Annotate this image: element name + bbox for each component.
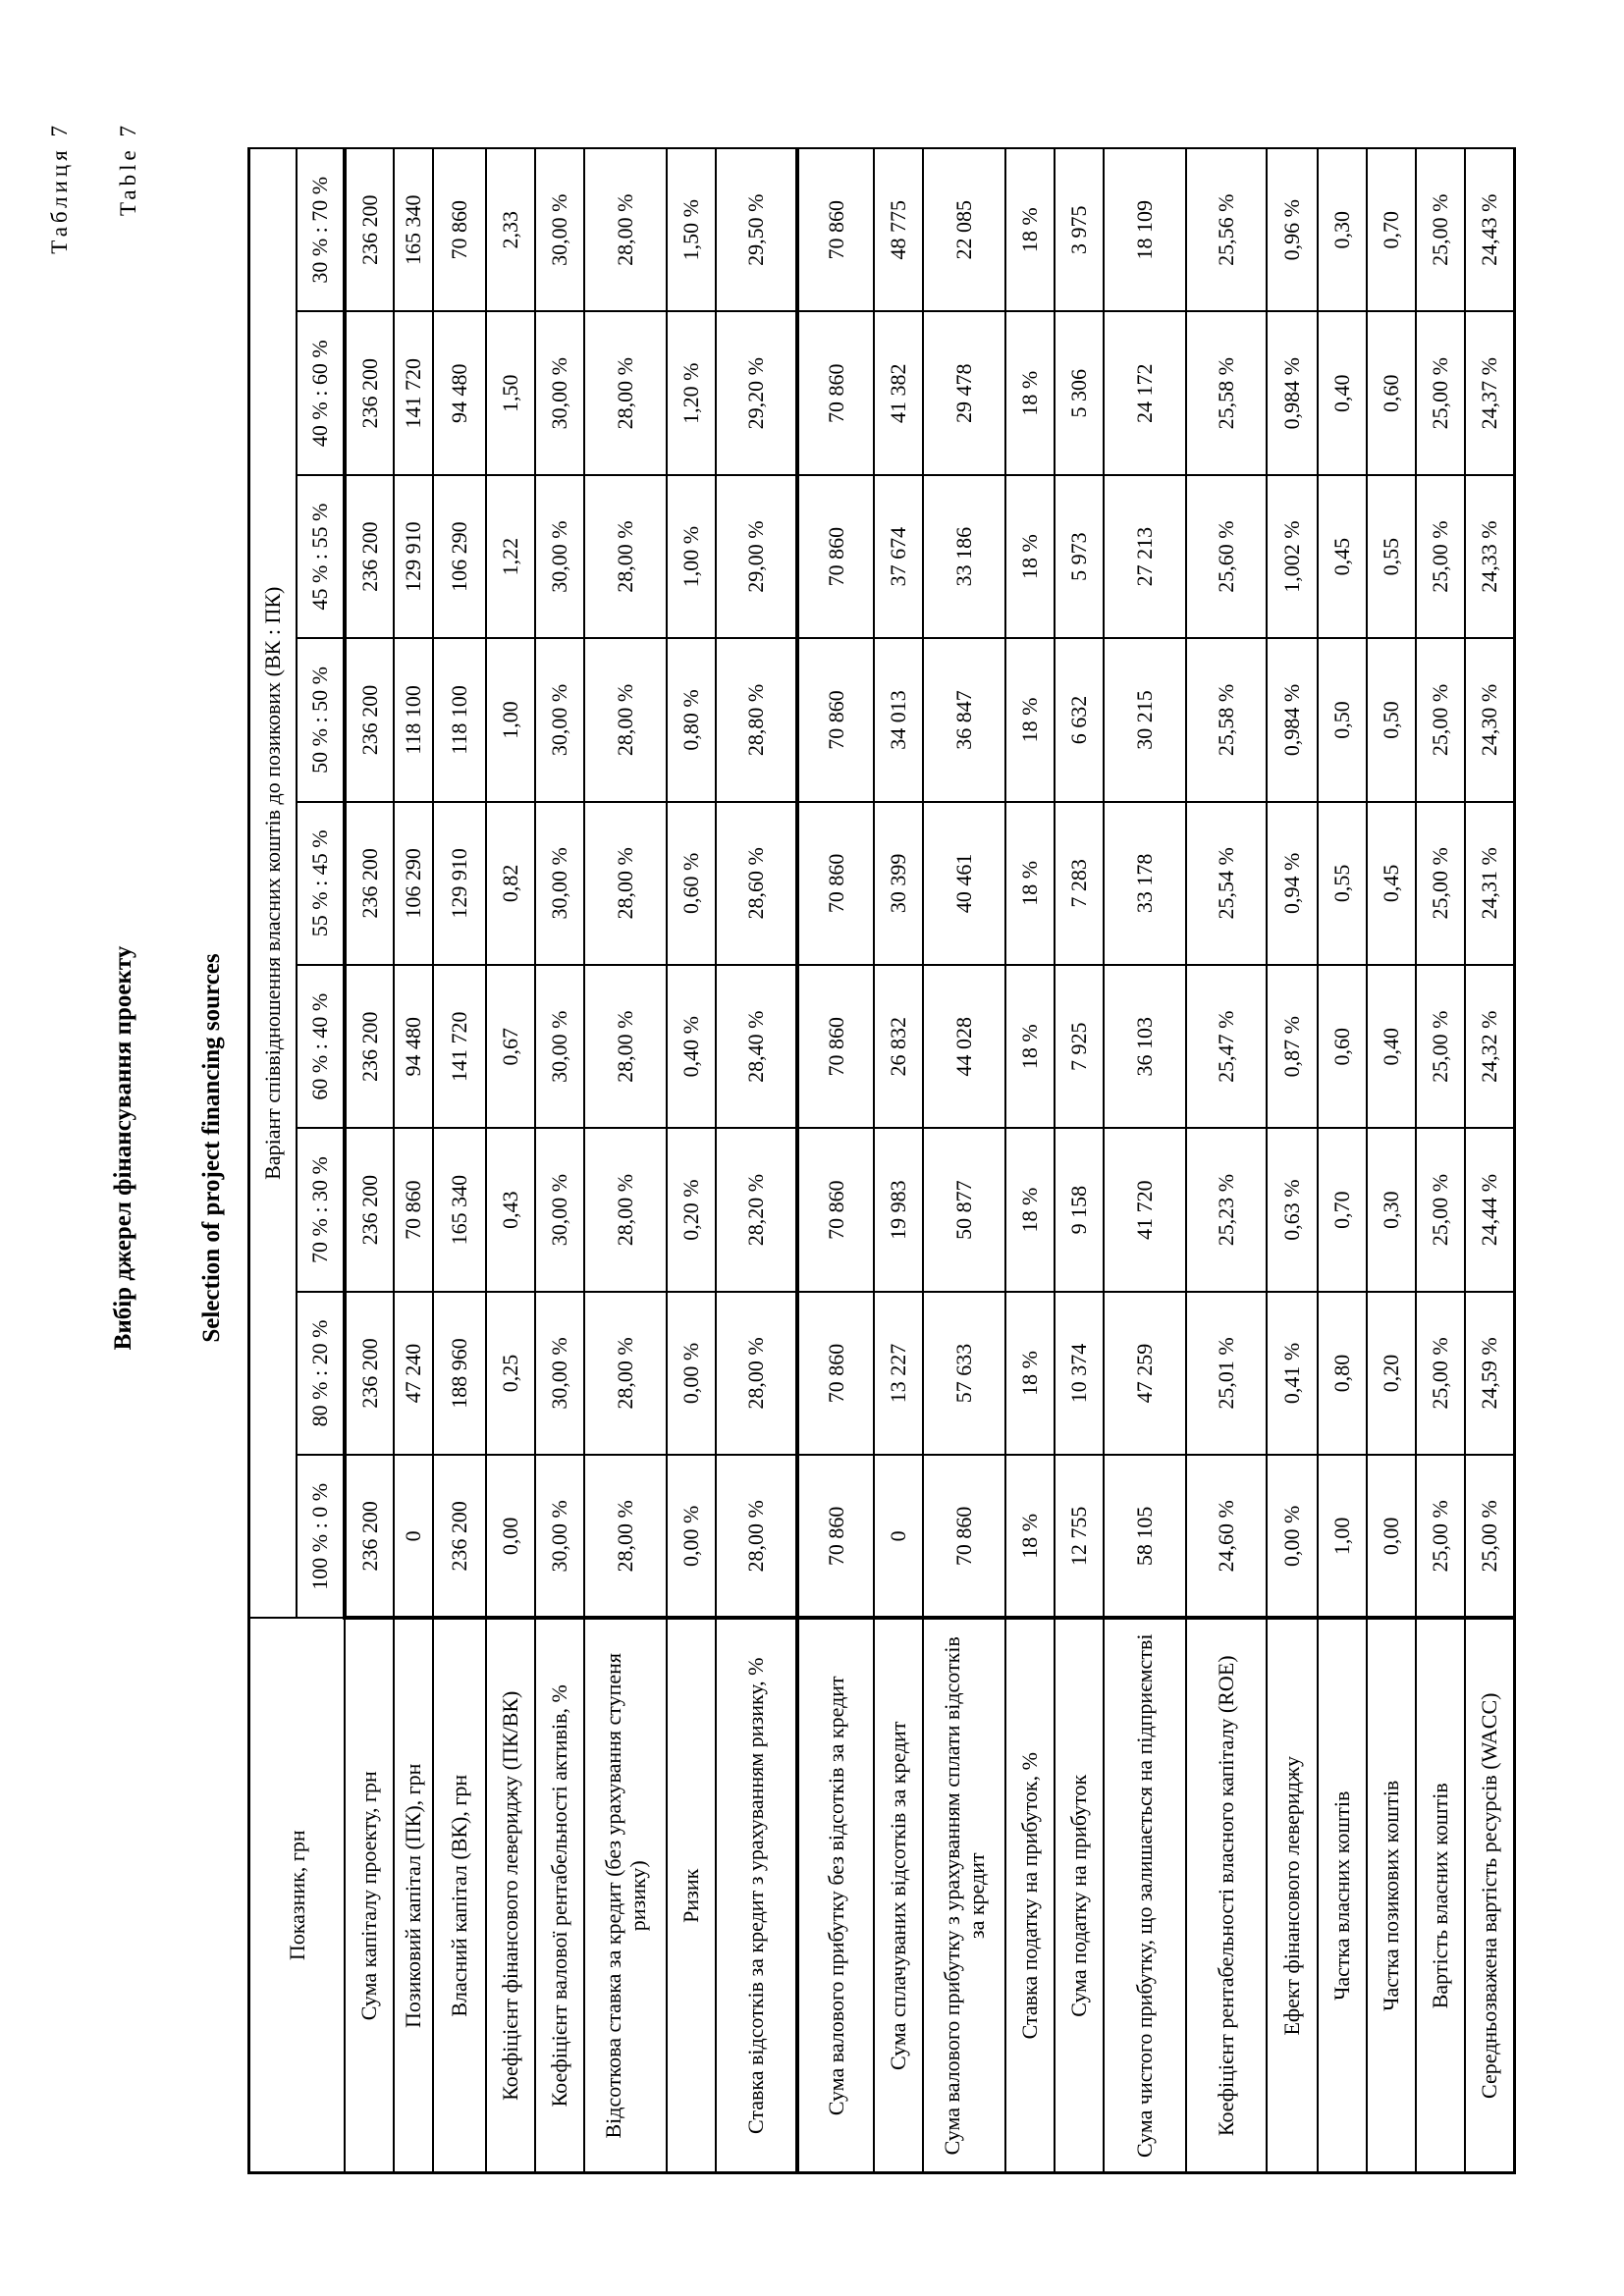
table-cell: 5 973 [1055, 475, 1104, 638]
table-cell: 0,00 % [667, 1292, 716, 1455]
table-cell: 28,00 % [584, 802, 667, 965]
table-cell: 1,00 [1318, 1455, 1367, 1618]
table-cell: 24,32 % [1465, 965, 1514, 1128]
table-cell: 0,70 [1318, 1128, 1367, 1291]
table-cell: 28,00 % [584, 1455, 667, 1618]
table-cell: 0,60 [1367, 312, 1416, 475]
table-cell: 188 960 [433, 1292, 486, 1455]
table-cell: 29 478 [923, 312, 1005, 475]
table-cell: 236 200 [345, 312, 394, 475]
table-cell: 34 013 [874, 638, 923, 801]
table-cell: 25,23 % [1186, 1128, 1267, 1291]
table-cell: 25,00 % [1416, 1455, 1465, 1618]
table-cell: 0,40 % [667, 965, 716, 1128]
table-cell: 0,96 % [1267, 148, 1318, 312]
table-cell: 47 240 [394, 1292, 433, 1455]
table-row [1465, 148, 1514, 2173]
table-cell: 70 860 [394, 1128, 433, 1291]
table-cell: 5 306 [1055, 312, 1104, 475]
table-cell: 24,43 % [1465, 148, 1514, 312]
table-cell: 94 480 [433, 312, 486, 475]
table-cell: 236 200 [433, 1455, 486, 1618]
table-cell: 0,63 % [1267, 1128, 1318, 1291]
table-cell: 0,50 [1367, 638, 1416, 801]
table-cell: 0,00 % [1267, 1455, 1318, 1618]
table-cell: 28,20 % [716, 1128, 797, 1291]
table-cell: 30 215 [1104, 638, 1186, 801]
table-cell: 165 340 [433, 1128, 486, 1291]
table-cell: 129 910 [433, 802, 486, 965]
table-row [1367, 148, 1416, 2173]
table-cell: 41 382 [874, 312, 923, 475]
table-cell: 29,20 % [716, 312, 797, 475]
table-cell: 0,30 [1367, 1128, 1416, 1291]
table-cell: 37 674 [874, 475, 923, 638]
row-label: Сума валового прибутку з урахуванням сплати відсотків за кредит [923, 1619, 1005, 2173]
table-cell: 70 860 [797, 638, 874, 801]
ratio-column-header: 70 % : 30 % [297, 1128, 345, 1291]
table-cell: 106 290 [433, 475, 486, 638]
table-cell: 0,70 [1367, 148, 1416, 312]
table-cell: 30,00 % [535, 148, 584, 312]
table-row [584, 148, 667, 2173]
table-cell: 0,25 [486, 1292, 535, 1455]
table-row [1186, 148, 1267, 2173]
table-cell: 94 480 [394, 965, 433, 1128]
table-cell: 0,45 [1318, 475, 1367, 638]
table-cell: 0,20 % [667, 1128, 716, 1291]
table-cell: 129 910 [394, 475, 433, 638]
table-row [716, 148, 797, 2173]
table-cell: 106 290 [394, 802, 433, 965]
table-caption-uk: Таблиця 7 [47, 122, 72, 254]
table-row [1267, 148, 1318, 2173]
table-cell: 44 028 [923, 965, 1005, 1128]
table-cell: 28,00 % [584, 475, 667, 638]
table-cell: 70 860 [923, 1455, 1005, 1618]
table-cell: 25,00 % [1416, 802, 1465, 965]
table-cell: 24,60 % [1186, 1455, 1267, 1618]
table-cell: 0,984 % [1267, 312, 1318, 475]
table-row [923, 148, 1005, 2173]
table-cell: 141 720 [433, 965, 486, 1128]
row-label: Частка власних коштів [1318, 1619, 1367, 2173]
financing-table [247, 147, 1516, 2174]
ratio-column-header: 60 % : 40 % [297, 965, 345, 1128]
row-label: Сума валового прибутку без відсотків за кредит [797, 1619, 874, 2173]
table-cell: 25,47 % [1186, 965, 1267, 1128]
ratio-column-header: 50 % : 50 % [297, 638, 345, 801]
row-label: Коефіцієнт рентабельності власного капіталу (ROE) [1186, 1619, 1267, 2173]
table-cell: 0,50 [1318, 638, 1367, 801]
table-title-uk: Вибір джерел фінансування проекту [110, 945, 136, 1351]
table-row [667, 148, 716, 2173]
table-cell: 48 775 [874, 148, 923, 312]
table-cell: 13 227 [874, 1292, 923, 1455]
table-cell: 0 [874, 1455, 923, 1618]
row-label: Власний капітал (ВК), грн [433, 1619, 486, 2173]
table-cell: 18 % [1005, 965, 1055, 1128]
table-cell: 0,00 [486, 1455, 535, 1618]
table-cell: 27 213 [1104, 475, 1186, 638]
ratio-column-header: 100 % : 0 % [297, 1455, 345, 1618]
table-cell: 24,37 % [1465, 312, 1514, 475]
table-row [874, 148, 923, 2173]
table-cell: 18 % [1005, 475, 1055, 638]
table-cell: 33 178 [1104, 802, 1186, 965]
table-cell: 9 158 [1055, 1128, 1104, 1291]
table-cell: 0,60 % [667, 802, 716, 965]
table-cell: 36 847 [923, 638, 1005, 801]
table-cell: 25,00 % [1416, 965, 1465, 1128]
label-column-header: Показник, грн [249, 1619, 346, 2173]
table-cell: 33 186 [923, 475, 1005, 638]
row-label: Ефект фінансового левериджу [1267, 1619, 1318, 2173]
table-cell: 29,00 % [716, 475, 797, 638]
table-cell: 30,00 % [535, 638, 584, 801]
table-cell: 25,00 % [1465, 1455, 1514, 1618]
table-row [1318, 148, 1367, 2173]
table-cell: 70 860 [797, 1455, 874, 1618]
table-cell: 12 755 [1055, 1455, 1104, 1618]
table-cell: 18 % [1005, 312, 1055, 475]
ratio-column-header: 40 % : 60 % [297, 312, 345, 475]
table-cell: 18 % [1005, 802, 1055, 965]
table-cell: 40 461 [923, 802, 1005, 965]
table-row [433, 148, 486, 2173]
table-cell: 29,50 % [716, 148, 797, 312]
table-cell: 24,33 % [1465, 475, 1514, 638]
table-cell: 25,56 % [1186, 148, 1267, 312]
table-cell: 236 200 [345, 475, 394, 638]
table-row [797, 148, 874, 2173]
table-cell: 0,984 % [1267, 638, 1318, 801]
table-cell: 30 399 [874, 802, 923, 965]
table-cell: 26 832 [874, 965, 923, 1128]
table-cell: 1,20 % [667, 312, 716, 475]
table-cell: 1,22 [486, 475, 535, 638]
table-title-en: Selection of project financing sources [198, 953, 225, 1343]
table-cell: 28,00 % [716, 1455, 797, 1618]
table-cell: 24,30 % [1465, 638, 1514, 801]
table-cell: 25,00 % [1416, 638, 1465, 801]
ratio-column-header: 30 % : 70 % [297, 148, 345, 312]
table-row [345, 148, 394, 2173]
table-cell: 236 200 [345, 1455, 394, 1618]
table-cell: 1,50 [486, 312, 535, 475]
table-cell: 0,82 [486, 802, 535, 965]
table-cell: 41 720 [1104, 1128, 1186, 1291]
table-cell: 1,50 % [667, 148, 716, 312]
table-row [1104, 148, 1186, 2173]
table-cell: 28,60 % [716, 802, 797, 965]
table-caption-en: Table 7 [116, 122, 140, 217]
table-cell: 25,00 % [1416, 475, 1465, 638]
table-cell: 0,80 [1318, 1292, 1367, 1455]
table-cell: 236 200 [345, 965, 394, 1128]
table-cell: 25,00 % [1416, 148, 1465, 312]
table-cell: 0,55 [1367, 475, 1416, 638]
table-cell: 30,00 % [535, 475, 584, 638]
ratio-group-header: Варіант співвідношення власних коштів до позикових (ВК : ПК) [249, 148, 298, 1619]
table-row [1416, 148, 1465, 2173]
table-cell: 28,80 % [716, 638, 797, 801]
table-cell: 30,00 % [535, 1292, 584, 1455]
table-cell: 28,00 % [584, 638, 667, 801]
table-cell: 19 983 [874, 1128, 923, 1291]
table-cell: 24,59 % [1465, 1292, 1514, 1455]
table-cell: 0,40 [1367, 965, 1416, 1128]
table-cell: 18 % [1005, 1455, 1055, 1618]
row-label: Ризик [667, 1619, 716, 2173]
table-cell: 7 925 [1055, 965, 1104, 1128]
table-cell: 25,00 % [1416, 1292, 1465, 1455]
table-cell: 18 % [1005, 1128, 1055, 1291]
table-cell: 28,00 % [584, 965, 667, 1128]
ratio-column-header: 80 % : 20 % [297, 1292, 345, 1455]
table-row [486, 148, 535, 2173]
table-cell: 0,80 % [667, 638, 716, 801]
table-cell: 25,54 % [1186, 802, 1267, 965]
row-label: Сума сплачуваних відсотків за кредит [874, 1619, 923, 2173]
table-cell: 28,00 % [584, 1128, 667, 1291]
table-cell: 30,00 % [535, 802, 584, 965]
table-cell: 24 172 [1104, 312, 1186, 475]
row-label: Вартість власних коштів [1416, 1619, 1465, 2173]
table-cell: 0,30 [1318, 148, 1367, 312]
header-row-group [249, 148, 298, 2173]
table-cell: 25,00 % [1416, 312, 1465, 475]
table-cell: 236 200 [345, 1292, 394, 1455]
table-cell: 30,00 % [535, 965, 584, 1128]
row-label: Коефіцієнт фінансового левериджу (ПК/ВК) [486, 1619, 535, 2173]
table-cell: 0,43 [486, 1128, 535, 1291]
table-cell: 6 632 [1055, 638, 1104, 801]
table-cell: 118 100 [394, 638, 433, 801]
table-cell: 0,94 % [1267, 802, 1318, 965]
table-cell: 58 105 [1104, 1455, 1186, 1618]
table-cell: 30,00 % [535, 312, 584, 475]
table-cell: 118 100 [433, 638, 486, 801]
table-cell: 30,00 % [535, 1455, 584, 1618]
table-cell: 0,45 [1367, 802, 1416, 965]
row-label: Ставка податку на прибуток, % [1005, 1619, 1055, 2173]
row-label: Сума чистого прибутку, що залишається на підприємстві [1104, 1619, 1186, 2173]
row-label: Відсоткова ставка за кредит (без урахування ступеня ризику) [584, 1619, 667, 2173]
table-cell: 165 340 [394, 148, 433, 312]
table-cell: 18 % [1005, 148, 1055, 312]
table-row [1005, 148, 1055, 2173]
table-cell: 7 283 [1055, 802, 1104, 965]
row-label: Частка позикових коштів [1367, 1619, 1416, 2173]
table-cell: 70 860 [797, 312, 874, 475]
table-cell: 70 860 [797, 965, 874, 1128]
table-cell: 0,55 [1318, 802, 1367, 965]
table-cell: 70 860 [797, 475, 874, 638]
row-label: Сума капіталу проекту, грн [345, 1619, 394, 2173]
table-cell: 24,31 % [1465, 802, 1514, 965]
table-cell: 236 200 [345, 1128, 394, 1291]
table-cell: 1,00 % [667, 475, 716, 638]
table-cell: 28,00 % [584, 312, 667, 475]
table-cell: 28,40 % [716, 965, 797, 1128]
table-cell: 0,40 [1318, 312, 1367, 475]
ratio-column-header: 45 % : 55 % [297, 475, 345, 638]
table-cell: 10 374 [1055, 1292, 1104, 1455]
table-cell: 70 860 [797, 1292, 874, 1455]
table-cell: 70 860 [797, 148, 874, 312]
table-row [394, 148, 433, 2173]
table-cell: 1,00 [486, 638, 535, 801]
table-cell: 22 085 [923, 148, 1005, 312]
table-cell: 18 109 [1104, 148, 1186, 312]
table-cell: 25,00 % [1416, 1128, 1465, 1291]
table-cell: 28,00 % [584, 1292, 667, 1455]
table-cell: 25,60 % [1186, 475, 1267, 638]
table-cell: 0,00 [1367, 1455, 1416, 1618]
table-cell: 28,00 % [716, 1292, 797, 1455]
table-cell: 0,60 [1318, 965, 1367, 1128]
table-cell: 141 720 [394, 312, 433, 475]
table-cell: 25,58 % [1186, 638, 1267, 801]
ratio-column-header: 55 % : 45 % [297, 802, 345, 965]
table-cell: 3 975 [1055, 148, 1104, 312]
table-cell: 0,20 [1367, 1292, 1416, 1455]
table-cell: 2,33 [486, 148, 535, 312]
table-cell: 1,002 % [1267, 475, 1318, 638]
table-cell: 70 860 [433, 148, 486, 312]
table-cell: 28,00 % [584, 148, 667, 312]
table-cell: 30,00 % [535, 1128, 584, 1291]
row-label: Середньозважена вартість ресурсів (WACC) [1465, 1619, 1514, 2173]
table-cell: 25,58 % [1186, 312, 1267, 475]
table-row [535, 148, 584, 2173]
table-cell: 70 860 [797, 802, 874, 965]
table-cell: 25,01 % [1186, 1292, 1267, 1455]
table-cell: 18 % [1005, 638, 1055, 801]
table-cell: 18 % [1005, 1292, 1055, 1455]
table-cell: 0,41 % [1267, 1292, 1318, 1455]
table-row [1055, 148, 1104, 2173]
table-cell: 0 [394, 1455, 433, 1618]
table-cell: 50 877 [923, 1128, 1005, 1291]
row-label: Сума податку на прибуток [1055, 1619, 1104, 2173]
table-cell: 24,44 % [1465, 1128, 1514, 1291]
table-cell: 0,87 % [1267, 965, 1318, 1128]
table-cell: 70 860 [797, 1128, 874, 1291]
table-cell: 47 259 [1104, 1292, 1186, 1455]
table-cell: 236 200 [345, 638, 394, 801]
table-cell: 236 200 [345, 148, 394, 312]
row-label: Ставка відсотків за кредит з урахуванням ризику, % [716, 1619, 797, 2173]
row-label: Коефіцієнт валової рентабельності активів, % [535, 1619, 584, 2173]
table-cell: 57 633 [923, 1292, 1005, 1455]
table-cell: 36 103 [1104, 965, 1186, 1128]
table-cell: 0,00 % [667, 1455, 716, 1618]
table-cell: 236 200 [345, 802, 394, 965]
table-cell: 0,67 [486, 965, 535, 1128]
row-label: Позиковий капітал (ПК), грн [394, 1619, 433, 2173]
